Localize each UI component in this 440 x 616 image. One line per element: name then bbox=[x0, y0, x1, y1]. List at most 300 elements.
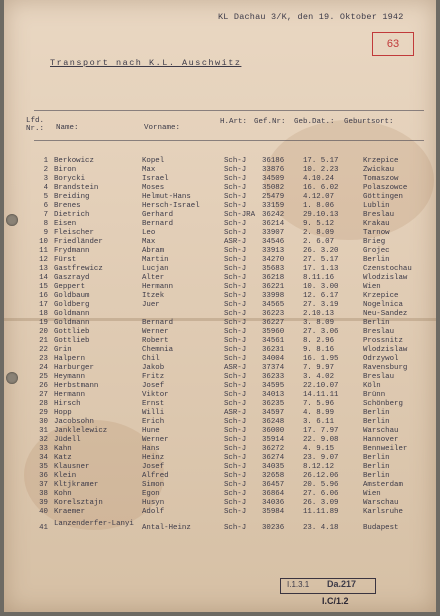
birthplace: Köln bbox=[363, 382, 381, 390]
surname: Katz bbox=[54, 454, 72, 462]
prisoner-number: 34597 bbox=[262, 409, 285, 417]
surname: Gottlieb bbox=[54, 337, 90, 345]
birthplace: Zwickau bbox=[363, 166, 395, 174]
birthplace: Grojec bbox=[363, 247, 390, 255]
first-name: Simon bbox=[142, 481, 165, 489]
first-name: Alfred bbox=[142, 472, 169, 480]
header-rule-top bbox=[34, 110, 424, 111]
detention-type: Sch-J bbox=[224, 247, 247, 255]
birthplace: Odrzywol bbox=[363, 355, 399, 363]
birth-date: 12. 6.17 bbox=[303, 292, 339, 300]
detention-type: Sch-J bbox=[224, 499, 247, 507]
col-header-gef-nr: Gef.Nr: bbox=[254, 118, 286, 126]
first-name: Juer bbox=[142, 301, 160, 309]
detention-type: Sch-J bbox=[224, 508, 247, 516]
first-name: Abram bbox=[142, 247, 165, 255]
prisoner-number: 34565 bbox=[262, 301, 285, 309]
birth-date: 16. 6.02 bbox=[303, 184, 339, 192]
row-number: 16 bbox=[39, 292, 48, 300]
prisoner-number: 36223 bbox=[262, 310, 285, 318]
detention-type: Sch-J bbox=[224, 283, 247, 291]
birthplace: Brünn bbox=[363, 391, 386, 399]
prisoner-number: 36457 bbox=[262, 481, 285, 489]
first-name: Antal-Heinz bbox=[142, 524, 191, 532]
surname: Dietrich bbox=[54, 211, 90, 219]
birth-date: 2. 6.07 bbox=[303, 238, 335, 246]
birthplace: Berlin bbox=[363, 454, 390, 462]
prisoner-number: 36227 bbox=[262, 319, 285, 327]
birth-date: 4. 9.15 bbox=[303, 445, 335, 453]
row-number: 41 bbox=[39, 524, 48, 532]
birth-date: 9. 5.12 bbox=[303, 220, 335, 228]
first-name: Gerhard bbox=[142, 211, 174, 219]
surname: Friedländer bbox=[54, 238, 103, 246]
birth-date: 4. 8.99 bbox=[303, 409, 335, 417]
detention-type: Sch-J bbox=[224, 193, 247, 201]
prisoner-number: 35914 bbox=[262, 436, 285, 444]
row-number: 31 bbox=[39, 427, 48, 435]
prisoner-number: 34035 bbox=[262, 463, 285, 471]
first-name: Josef bbox=[142, 382, 165, 390]
surname: Gottlieb bbox=[54, 328, 90, 336]
table-row bbox=[4, 463, 436, 472]
prisoner-number: 33907 bbox=[262, 229, 285, 237]
birth-date: 26.12.06 bbox=[303, 472, 339, 480]
archive-sub-code: I.C/1.2 bbox=[322, 596, 349, 606]
surname: Grin bbox=[54, 346, 72, 354]
birthplace: Krzepice bbox=[363, 157, 399, 165]
prisoner-number: 35960 bbox=[262, 328, 285, 336]
first-name: Husyn bbox=[142, 499, 165, 507]
table-row bbox=[4, 382, 436, 391]
detention-type: Sch-J bbox=[224, 157, 247, 165]
detention-type: Sch-J bbox=[224, 382, 247, 390]
birthplace: Krzepice bbox=[363, 292, 399, 300]
prisoner-number: 36186 bbox=[262, 157, 285, 165]
table-row bbox=[4, 490, 436, 499]
detention-type: Sch-J bbox=[224, 202, 247, 210]
table-row bbox=[4, 166, 436, 175]
detention-type: Sch-J bbox=[224, 274, 247, 282]
prisoner-number: 36000 bbox=[262, 427, 285, 435]
birthplace: Amsterdam bbox=[363, 481, 403, 489]
row-number: 4 bbox=[43, 184, 48, 192]
birth-date: 3. 8.09 bbox=[303, 319, 335, 327]
prisoner-number: 30236 bbox=[262, 524, 285, 532]
birth-date: 22.10.07 bbox=[303, 382, 339, 390]
row-number: 14 bbox=[39, 274, 48, 282]
table-row bbox=[4, 520, 436, 532]
table-row bbox=[4, 175, 436, 184]
birthplace: Wlodzislaw bbox=[363, 346, 408, 354]
detention-type: Sch-J bbox=[224, 445, 247, 453]
table-row bbox=[4, 481, 436, 490]
archive-stamp bbox=[280, 578, 376, 594]
detention-type: Sch-J bbox=[224, 472, 247, 480]
birthplace: Brieg bbox=[363, 238, 386, 246]
row-number: 19 bbox=[39, 319, 48, 327]
birthplace: Hannover bbox=[363, 436, 399, 444]
col-header-h-art: H.Art: bbox=[220, 118, 248, 126]
row-number: 30 bbox=[39, 418, 48, 426]
surname: Jacobsohn bbox=[54, 418, 94, 426]
surname: Kahn bbox=[54, 445, 72, 453]
surname: Fürst bbox=[54, 256, 77, 264]
prisoner-number: 33998 bbox=[262, 292, 285, 300]
table-row bbox=[4, 211, 436, 220]
prisoner-number: 33876 bbox=[262, 166, 285, 174]
place-date-line: KL Dachau 3/K, den 19. Oktober 1942 bbox=[218, 12, 404, 22]
birthplace: Wien bbox=[363, 283, 381, 291]
row-number: 17 bbox=[39, 301, 48, 309]
birth-date: 7. 9.97 bbox=[303, 364, 335, 372]
detention-type: Sch-J bbox=[224, 265, 247, 273]
col-header-lfd-nr: Lfd. Nr.: bbox=[26, 117, 45, 133]
table-row bbox=[4, 247, 436, 256]
table-row bbox=[4, 292, 436, 301]
row-number: 37 bbox=[39, 481, 48, 489]
birth-date: 16. 1.95 bbox=[303, 355, 339, 363]
table-row bbox=[4, 508, 436, 517]
row-number: 40 bbox=[39, 508, 48, 516]
row-number: 9 bbox=[43, 229, 48, 237]
birth-date: 27. 6.06 bbox=[303, 490, 339, 498]
birth-date: 10. 2.23 bbox=[303, 166, 339, 174]
birth-date: 2. 8.09 bbox=[303, 229, 335, 237]
birthplace: Krakau bbox=[363, 220, 390, 228]
first-name: Kopel bbox=[142, 157, 165, 165]
detention-type: Sch-J bbox=[224, 319, 247, 327]
first-name: Alter bbox=[142, 274, 165, 282]
birth-date: 3. 4.02 bbox=[303, 373, 335, 381]
row-number: 33 bbox=[39, 445, 48, 453]
first-name: Hans bbox=[142, 445, 160, 453]
birth-date: 3. 6.11 bbox=[303, 418, 335, 426]
birth-date: 17. 7.97 bbox=[303, 427, 339, 435]
table-row bbox=[4, 346, 436, 355]
birth-date: 29.10.13 bbox=[303, 211, 339, 219]
first-name: Egon bbox=[142, 490, 160, 498]
birth-date: 27. 3.19 bbox=[303, 301, 339, 309]
first-name: Bernard bbox=[142, 220, 174, 228]
table-row bbox=[4, 499, 436, 508]
first-name: Willi bbox=[142, 409, 165, 417]
detention-type: ASR-J bbox=[224, 409, 247, 417]
surname: Biron bbox=[54, 166, 77, 174]
birth-date: 14.11.11 bbox=[303, 391, 339, 399]
surname: Geppert bbox=[54, 283, 86, 291]
detention-type: Sch-J bbox=[224, 292, 247, 300]
detention-type: Sch-J bbox=[224, 175, 247, 183]
row-number: 24 bbox=[39, 364, 48, 372]
row-number: 12 bbox=[39, 256, 48, 264]
birthplace: Breslau bbox=[363, 373, 395, 381]
surname: Berkowicz bbox=[54, 157, 94, 165]
first-name: Hune bbox=[142, 427, 160, 435]
birthplace: Schönberg bbox=[363, 400, 403, 408]
prisoner-number: 34270 bbox=[262, 256, 285, 264]
birthplace: Nogelnica bbox=[363, 301, 403, 309]
first-name: Chil bbox=[142, 355, 160, 363]
surname: Herbstmann bbox=[54, 382, 99, 390]
row-number: 3 bbox=[43, 175, 48, 183]
row-number: 23 bbox=[39, 355, 48, 363]
birthplace: Wien bbox=[363, 490, 381, 498]
birth-date: 26. 3.20 bbox=[303, 247, 339, 255]
col-header-geb-dat: Geb.Dat.: bbox=[294, 118, 335, 126]
birthplace: Czenstochau bbox=[363, 265, 412, 273]
birth-date: 2.10.13 bbox=[303, 310, 335, 318]
table-row bbox=[4, 328, 436, 337]
birthplace: Lublin bbox=[363, 202, 390, 210]
table-row bbox=[4, 310, 436, 319]
birth-date: 11.11.89 bbox=[303, 508, 339, 516]
prisoner-number: 35984 bbox=[262, 508, 285, 516]
first-name: Lucjan bbox=[142, 265, 169, 273]
detention-type: Sch-J bbox=[224, 373, 247, 381]
surname: Korelsztajn bbox=[54, 499, 103, 507]
birthplace: Breslau bbox=[363, 211, 395, 219]
archive-stamp-right: Da.217 bbox=[327, 579, 357, 589]
birth-date: 10. 3.00 bbox=[303, 283, 339, 291]
first-name: Erich bbox=[142, 418, 165, 426]
birthplace: Berlin bbox=[363, 409, 390, 417]
row-number: 29 bbox=[39, 409, 48, 417]
birth-date: 9. 8.16 bbox=[303, 346, 335, 354]
birth-date: 23. 9.07 bbox=[303, 454, 339, 462]
first-name: Max bbox=[142, 166, 156, 174]
prisoner-number: 36214 bbox=[262, 220, 285, 228]
table-row bbox=[4, 373, 436, 382]
prisoner-number: 32658 bbox=[262, 472, 285, 480]
first-name: Itzek bbox=[142, 292, 165, 300]
row-number: 13 bbox=[39, 265, 48, 273]
table-row bbox=[4, 220, 436, 229]
detention-type: Sch-J bbox=[224, 454, 247, 462]
table-row bbox=[4, 364, 436, 373]
first-name: Helmut-Hans bbox=[142, 193, 191, 201]
surname: Goldberg bbox=[54, 301, 90, 309]
detention-type: Sch-J bbox=[224, 463, 247, 471]
first-name: Leo bbox=[142, 229, 156, 237]
row-number: 26 bbox=[39, 382, 48, 390]
detention-type: Sch-J bbox=[224, 256, 247, 264]
first-name: Israel bbox=[142, 175, 169, 183]
table-row bbox=[4, 265, 436, 274]
birthplace: Breslau bbox=[363, 328, 395, 336]
table-row bbox=[4, 301, 436, 310]
birthplace: Neu-Sandez bbox=[363, 310, 408, 318]
birth-date: 4.10.24 bbox=[303, 175, 335, 183]
surname: Brandstein bbox=[54, 184, 99, 192]
first-name: Moses bbox=[142, 184, 165, 192]
row-number: 22 bbox=[39, 346, 48, 354]
table-row bbox=[4, 274, 436, 283]
detention-type: Sch-J bbox=[224, 184, 247, 192]
surname: Eisen bbox=[54, 220, 77, 228]
table-row bbox=[4, 400, 436, 409]
surname: Janklelewicz bbox=[54, 427, 108, 435]
table-row bbox=[4, 157, 436, 166]
header-rule-bottom bbox=[34, 140, 424, 141]
surname: Breiding bbox=[54, 193, 90, 201]
birth-date: 8. 2.96 bbox=[303, 337, 335, 345]
birth-date: 26. 3.09 bbox=[303, 499, 339, 507]
row-number: 32 bbox=[39, 436, 48, 444]
detention-type: Sch-J bbox=[224, 481, 247, 489]
row-number: 21 bbox=[39, 337, 48, 345]
table-row bbox=[4, 184, 436, 193]
detention-type: Sch-J bbox=[224, 490, 247, 498]
prisoner-number: 34013 bbox=[262, 391, 285, 399]
surname: Hermann bbox=[54, 391, 86, 399]
prisoner-number: 36218 bbox=[262, 274, 285, 282]
prisoner-number: 33159 bbox=[262, 202, 285, 210]
prisoner-number: 35082 bbox=[262, 184, 285, 192]
surname: Gastfrewicz bbox=[54, 265, 103, 273]
surname: Jüdell bbox=[54, 436, 81, 444]
table-row bbox=[4, 256, 436, 265]
table-row bbox=[4, 454, 436, 463]
birthplace: Bennweiler bbox=[363, 445, 408, 453]
row-number: 34 bbox=[39, 454, 48, 462]
detention-type: ASR-J bbox=[224, 238, 247, 246]
prisoner-number: 36231 bbox=[262, 346, 285, 354]
prisoner-number: 36221 bbox=[262, 283, 285, 291]
table-row bbox=[4, 355, 436, 364]
prisoner-number: 34561 bbox=[262, 337, 285, 345]
surname: Halpern bbox=[54, 355, 86, 363]
row-number: 5 bbox=[43, 193, 48, 201]
first-name: Viktor bbox=[142, 391, 169, 399]
prisoner-number: 36242 bbox=[262, 211, 285, 219]
row-number: 39 bbox=[39, 499, 48, 507]
table-row bbox=[4, 409, 436, 418]
prisoner-number: 35683 bbox=[262, 265, 285, 273]
table-row bbox=[4, 427, 436, 436]
prisoner-number: 25479 bbox=[262, 193, 285, 201]
birth-date: 1. 8.06 bbox=[303, 202, 335, 210]
prisoner-number: 33913 bbox=[262, 247, 285, 255]
birth-date: 22. 9.08 bbox=[303, 436, 339, 444]
surname: Hopp bbox=[54, 409, 72, 417]
surname: Goldmann bbox=[54, 310, 90, 318]
col-header-name: Name: bbox=[56, 124, 79, 132]
detention-type: Sch-J bbox=[224, 220, 247, 228]
prisoner-number: 34004 bbox=[262, 355, 285, 363]
row-number: 27 bbox=[39, 391, 48, 399]
row-number: 36 bbox=[39, 472, 48, 480]
prisoner-number: 34036 bbox=[262, 499, 285, 507]
table-row bbox=[4, 418, 436, 427]
row-number: 18 bbox=[39, 310, 48, 318]
document-page bbox=[4, 0, 436, 612]
surname: Heymann bbox=[54, 373, 86, 381]
prisoner-number: 36233 bbox=[262, 373, 285, 381]
birthplace: Budapest bbox=[363, 524, 399, 532]
detention-type: Sch-J bbox=[224, 355, 247, 363]
birth-date: 20. 5.96 bbox=[303, 481, 339, 489]
birth-date: 17. 5.17 bbox=[303, 157, 339, 165]
surname: Harburger bbox=[54, 364, 94, 372]
detention-type: Sch-J bbox=[224, 310, 247, 318]
birth-date: 27. 3.06 bbox=[303, 328, 339, 336]
surname: Goldmann bbox=[54, 319, 90, 327]
row-number: 7 bbox=[43, 211, 48, 219]
detention-type: Sch-J bbox=[224, 391, 247, 399]
birthplace: Prossnitz bbox=[363, 337, 403, 345]
detention-type: Sch-J bbox=[224, 166, 247, 174]
first-name: Fritz bbox=[142, 373, 165, 381]
first-name: Werner bbox=[142, 328, 169, 336]
row-number: 28 bbox=[39, 400, 48, 408]
birthplace: Berlin bbox=[363, 256, 390, 264]
first-name: Martin bbox=[142, 256, 169, 264]
birth-date: 8.11.16 bbox=[303, 274, 335, 282]
birthplace: Tarnow bbox=[363, 229, 390, 237]
birth-date: 7. 5.96 bbox=[303, 400, 335, 408]
surname: Klausner bbox=[54, 463, 90, 471]
detention-type: Sch-J bbox=[224, 400, 247, 408]
table-row bbox=[4, 202, 436, 211]
surname: Hirsch bbox=[54, 400, 81, 408]
first-name: Heinz bbox=[142, 454, 165, 462]
surname: Kltjkramer bbox=[54, 481, 99, 489]
first-name: Josef bbox=[142, 463, 165, 471]
archive-stamp-left: I.1.3.1 bbox=[287, 580, 310, 589]
row-number: 8 bbox=[43, 220, 48, 228]
row-number: 35 bbox=[39, 463, 48, 471]
document-title: Transport nach K.L. Auschwitz bbox=[50, 58, 242, 68]
page-number-stamp: 63 bbox=[372, 32, 414, 56]
row-number: 10 bbox=[39, 238, 48, 246]
col-header-geburtsort: Geburtsort: bbox=[344, 118, 394, 126]
detention-type: Sch-JRA bbox=[224, 211, 256, 219]
first-name: Max bbox=[142, 238, 156, 246]
detention-type: Sch-J bbox=[224, 229, 247, 237]
surname: Fleischer bbox=[54, 229, 94, 237]
prisoner-number: 36864 bbox=[262, 490, 285, 498]
prisoner-number: 36248 bbox=[262, 418, 285, 426]
table-row bbox=[4, 337, 436, 346]
surname: Frydmann bbox=[54, 247, 90, 255]
detention-type: Sch-J bbox=[224, 301, 247, 309]
table-row bbox=[4, 283, 436, 292]
birthplace: Berlin bbox=[363, 418, 390, 426]
first-name: Werner bbox=[142, 436, 169, 444]
birthplace: Warschau bbox=[363, 427, 399, 435]
surname: Klein bbox=[54, 472, 77, 480]
first-name: Jakob bbox=[142, 364, 165, 372]
prisoner-number: 37374 bbox=[262, 364, 285, 372]
first-name: Robert bbox=[142, 337, 169, 345]
table-row bbox=[4, 436, 436, 445]
surname: Borycki bbox=[54, 175, 86, 183]
surname: Brenes bbox=[54, 202, 81, 210]
birthplace: Ravensburg bbox=[363, 364, 408, 372]
detention-type: Sch-J bbox=[224, 418, 247, 426]
detention-type: Sch-J bbox=[224, 346, 247, 354]
detention-type: Sch-J bbox=[224, 436, 247, 444]
prisoner-number: 36235 bbox=[262, 400, 285, 408]
row-number: 11 bbox=[39, 247, 48, 255]
row-number: 2 bbox=[43, 166, 48, 174]
birth-date: 8.12.12 bbox=[303, 463, 335, 471]
birthplace: Berlin bbox=[363, 472, 390, 480]
col-header-vorname: Vorname: bbox=[144, 124, 181, 132]
birthplace: Polaszowce bbox=[363, 184, 408, 192]
prisoner-number: 34595 bbox=[262, 382, 285, 390]
